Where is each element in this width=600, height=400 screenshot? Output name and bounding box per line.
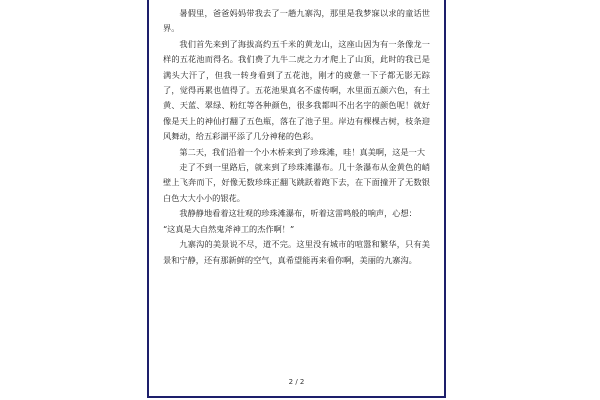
paragraph-waterfall: 走了不到一里路后，就来到了珍珠滩瀑布。几十条瀑布从金黄色的峭壁上飞奔而下，好像无数珍珠正翻飞跳跃着跑下去，在下面撞开了无数银白色大大小小的银花。	[163, 162, 430, 203]
page-number: 2 / 2	[288, 378, 305, 386]
paragraph-quote: “这真是大自然鬼斧神工的杰作啊！”	[163, 223, 295, 234]
essay-body	[163, 6, 430, 268]
paragraph-huanglong: 我们首先来到了海拔高约五千米的黄龙山，这座山因为有一条像龙一样的五花池而得名。我们费了九牛二虎之力才爬上了山顶，此时的我已是满头大汗了，但我一转身看到了五花池，刚才的疲惫一下子都无影无踪了，觉得再累也值得了。五花池果真名不虚传啊，水里面五颜六色，有土黄、天蓝、翠绿、粉红等各种颜色，很多我都叫不出名字的颜色呢！就好像是天上的神仙打翻了五色瓶，落在了池子里。岸边有棵棵古树，枝条迎风舞动，给五彩湖平添了几分神秘的色彩。	[163, 38, 430, 142]
document-page	[147, 0, 446, 398]
paragraph-day-two: 第二天，我们沿着一个小木桥来到了珍珠滩，哇！真美啊，这是一大	[179, 146, 426, 157]
paragraph-reflection: 我静静地看着这壮观的珍珠滩瀑布，听着这雷鸣般的响声，心想：	[179, 208, 417, 219]
paragraph-intro: 暑假里，爸爸妈妈带我去了一趟九寨沟，那里是我梦寐以求的童话世界。	[163, 8, 430, 34]
paragraph-conclusion: 九寨沟的美景说不尽，道不完。这里没有城市的喧嚣和繁华，只有美景和宁静，还有那新鲜的空气，真希望能再来看你啊，美丽的九寨沟。	[163, 239, 430, 265]
